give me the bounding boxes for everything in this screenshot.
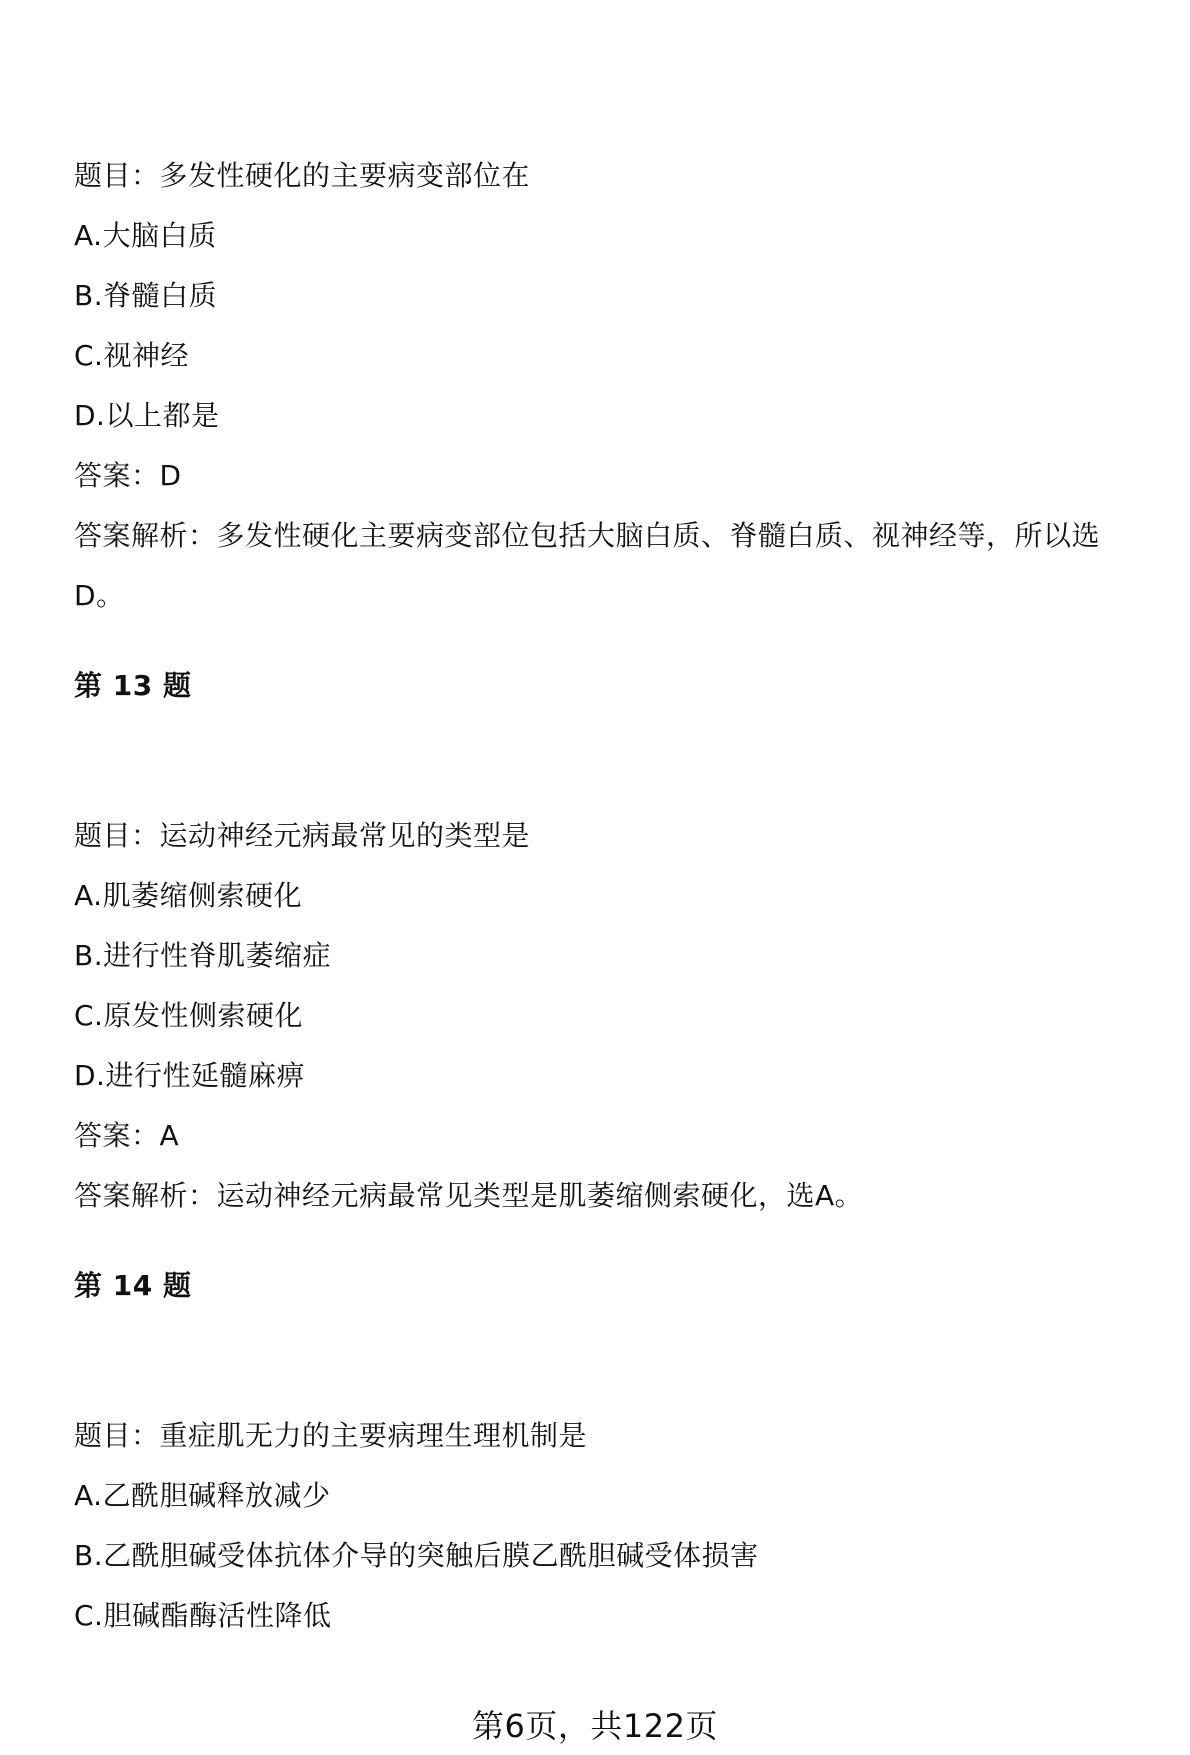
q12-option-b: B.脊髓白质	[74, 279, 218, 312]
q13-heading: 第 13 题	[74, 669, 192, 702]
q14-question: 题目：重症肌无力的主要病理生理机制是	[74, 1419, 588, 1452]
q13-analysis: 答案解析：运动神经元病最常见类型是肌萎缩侧索硬化，选A。	[74, 1179, 864, 1212]
q13-answer: 答案：A	[74, 1119, 180, 1152]
q12-option-c: C.视神经	[74, 339, 189, 372]
q12-answer: 答案：D	[74, 459, 182, 492]
q12-analysis-line2: D。	[74, 579, 125, 612]
page-number-footer: 第6页，共122页	[472, 1707, 718, 1745]
q13-option-a: A.肌萎缩侧索硬化	[74, 879, 303, 912]
q12-analysis-line1: 答案解析：多发性硬化主要病变部位包括大脑白质、脊髓白质、视神经等，所以选	[74, 519, 1101, 552]
q13-question: 题目：运动神经元病最常见的类型是	[74, 819, 531, 852]
q14-option-a: A.乙酰胆碱释放减少	[74, 1479, 331, 1512]
q13-option-c: C.原发性侧索硬化	[74, 999, 303, 1032]
q13-option-b: B.进行性脊肌萎缩症	[74, 939, 332, 972]
q13-option-d: D.进行性延髓麻痹	[74, 1059, 305, 1092]
q14-heading: 第 14 题	[74, 1269, 192, 1302]
q12-option-a: A.大脑白质	[74, 219, 217, 252]
q12-question: 题目：多发性硬化的主要病变部位在	[74, 159, 531, 192]
q12-option-d: D.以上都是	[74, 399, 220, 432]
q14-option-c: C.胆碱酯酶活性降低	[74, 1599, 332, 1632]
q14-option-b: B.乙酰胆碱受体抗体介导的突触后膜乙酰胆碱受体损害	[74, 1539, 759, 1572]
